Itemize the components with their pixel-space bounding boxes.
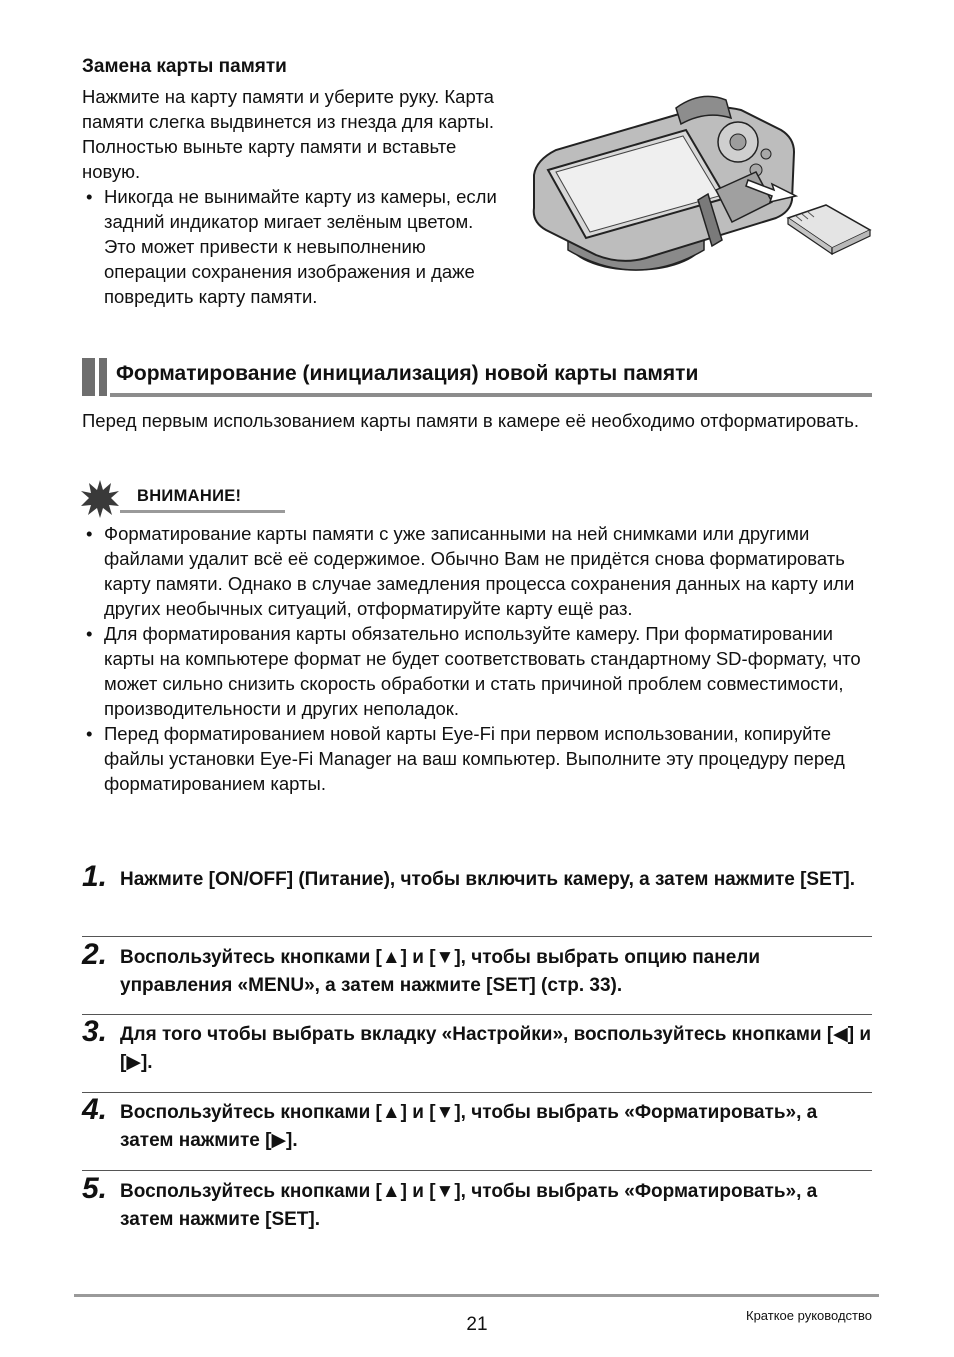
card-replace-title: Замена карты памяти [82,56,287,77]
step-number: 1. [82,860,108,893]
caution-label: ВНИМАНИЕ! [137,487,242,505]
caution-item: • Форматирование карты памяти с уже записанными на ней снимками или другими файлами удалит всё её содержимое. Обычно Вам не придётся снова форматировать карту памяти. Однако в случае замедления процесса сохранения данных на карту или других необычных ситуаций, отформатируйте карту ещё раз. [82,521,872,621]
step-number: 4. [82,1093,108,1126]
step-text: Для того чтобы выбрать вкладку «Настройки», воспользуйтесь кнопками [◀] и [▶]. [120,1024,872,1073]
card-replace-text [82,84,502,309]
card-replace-bullet: • Никогда не вынимайте карту из камеры, если задний индикатор мигает зелёным цветом. Это может привести к невыполнению операции сохранения изображения и даже повредить карту памяти. [82,184,502,309]
step-number: 2. [82,938,108,971]
step-number: 5. [82,1172,108,1205]
caution-item: • Перед форматированием новой карты Eye-Fi при первом использовании, копируйте файлы установки Eye-Fi Manager на ваш компьютер. Выполните эту процедуру перед форматированием карты. [82,721,872,796]
step-text: Воспользуйтесь кнопками [▲] и [▼], чтобы выбрать «Форматировать», а затем нажмите [SET]. [120,1181,818,1230]
page-number: 21 [466,1314,488,1335]
heading-bar-icon [99,358,107,396]
step-text: Воспользуйтесь кнопками [▲] и [▼], чтобы выбрать опцию панели управления «MENU», а затем нажмите [SET] (стр. 33). [120,947,761,996]
step-divider [82,1014,872,1015]
step-text: Воспользуйтесь кнопками [▲] и [▼], чтобы выбрать «Форматировать», а затем нажмите [▶]. [120,1102,818,1151]
camera-sd-card-illustration [526,90,874,275]
step-text: Нажмите [ON/OFF] (Питание), чтобы включить камеру, а затем нажмите [SET]. [120,869,855,890]
section-heading [82,358,872,398]
step-divider [82,1170,872,1171]
caution-item: • Для форматирования карты обязательно используйте камеру. При форматировании карты на компьютере формат не будет соответствовать стандартному SD-формату, что может сильно снизить скорость обработки и стать причиной проблем совместимости, производительности и других неполадок. [82,621,872,721]
heading-underline [110,393,872,397]
heading-bar-icon [82,358,95,396]
caution-underline [120,510,285,513]
section-title: Форматирование (инициализация) новой карты памяти [116,362,699,385]
section-intro: Перед первым использованием карты памяти в камере её необходимо отформатировать. [82,410,859,431]
step-divider [82,1092,872,1093]
card-replace-paragraph: Нажмите на карту памяти и уберите руку. Карта памяти слегка выдвинется из гнезда для карты. Полностью выньте карту памяти и вставьте новую. [82,86,495,182]
footer-title: Краткое руководство [746,1308,872,1323]
step-number: 3. [82,1015,108,1048]
footer-divider [74,1294,879,1297]
caution-list [82,521,872,796]
step-divider [82,936,872,937]
caution-burst-icon [80,479,120,519]
